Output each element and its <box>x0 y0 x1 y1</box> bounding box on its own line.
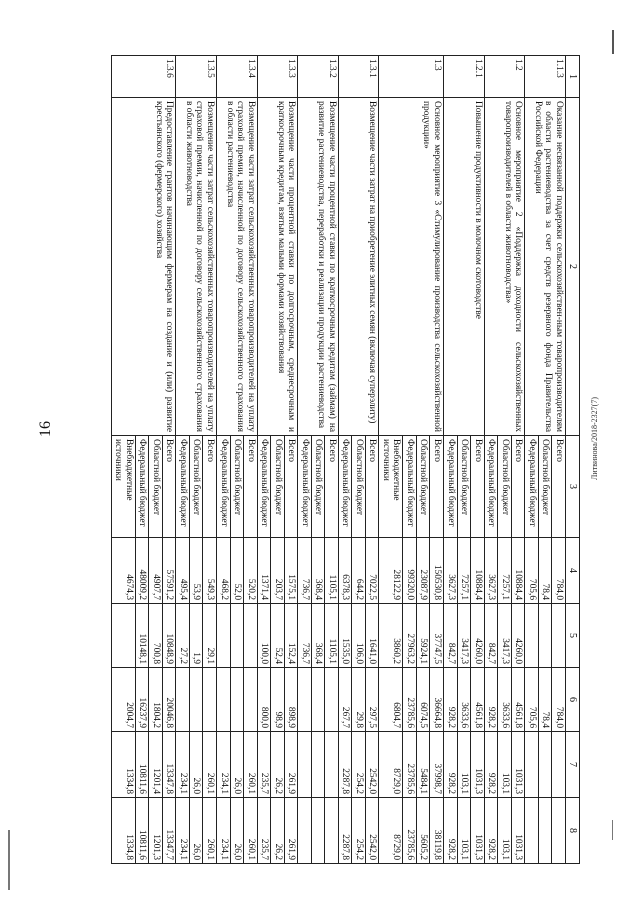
item-description: Возмещение части затрат на приобретение элитных семян (включая суперэлиту) <box>338 98 379 436</box>
item-description: Возмещение части затрат сельскохозяйственных товаропроизводителей на уплату страховой премии, начисленной по договору сельскохозяйственного страхования в области животноводства <box>176 98 217 436</box>
amount-cell: 1575,1 <box>284 538 298 604</box>
table-row <box>552 56 566 864</box>
amount-cell: 10848,9 <box>162 604 176 668</box>
amount-cell: 736,7 <box>298 604 312 668</box>
amount-cell: 8729,0 <box>379 798 403 864</box>
amount-cell: 23785,6 <box>403 732 417 798</box>
funding-source: Всего <box>511 436 525 538</box>
item-number: 1.3.2 <box>298 56 339 98</box>
table-row <box>471 56 485 864</box>
amount-cell: 705,6 <box>525 668 539 732</box>
amount-cell: 26,0 <box>230 732 244 798</box>
amount-cell: 23087,9 <box>416 538 430 604</box>
amount-cell: 3627,3 <box>444 538 458 604</box>
item-description: Основное мероприятие 2 «Поддержка доходности сельскохозяйственных товаропроизводителей в области животноводства» <box>484 98 525 436</box>
amount-cell: 928,2 <box>484 732 498 798</box>
item-description: Возмещение части затрат сельскохозяйственных товаропроизводителей на уплату страховой премии, начисленной по договору сельскохозяйственного страхования в области растениеводства <box>217 98 258 436</box>
funding-source: Всего <box>284 436 298 538</box>
funding-source: Всего <box>203 436 217 538</box>
amount-cell: 26,2 <box>271 732 285 798</box>
amount-cell: 26,0 <box>230 798 244 864</box>
amount-cell: 98,9 <box>271 668 285 732</box>
amount-cell <box>552 604 566 668</box>
funding-source: Областной бюджет <box>311 436 325 538</box>
item-number: 1.3.4 <box>217 56 258 98</box>
column-header: 2 <box>565 98 579 436</box>
funding-source: Областной бюджет <box>189 436 203 538</box>
amount-cell: 2542,0 <box>365 732 379 798</box>
funding-source: Всего <box>430 436 444 538</box>
amount-cell <box>311 668 325 732</box>
amount-cell: 235,7 <box>257 798 271 864</box>
page-number: 16 <box>37 421 54 437</box>
amount-cell: 27,2 <box>176 604 190 668</box>
item-description: Повышение продуктивности в молочном скотоводстве <box>444 98 485 436</box>
table-row <box>284 56 298 864</box>
amount-cell: 27963,2 <box>403 604 417 668</box>
amount-cell: 3417,3 <box>498 604 512 668</box>
amount-cell: 5924,1 <box>416 604 430 668</box>
amount-cell <box>325 732 339 798</box>
amount-cell: 254,2 <box>352 798 366 864</box>
amount-cell <box>203 668 217 732</box>
amount-cell: 2287,8 <box>338 732 352 798</box>
amount-cell: 2287,8 <box>338 798 352 864</box>
amount-cell: 28122,9 <box>379 538 403 604</box>
amount-cell <box>525 798 539 864</box>
amount-cell <box>325 668 339 732</box>
funding-source: Внебюджетные источники <box>379 436 403 538</box>
item-description: Возмещение части процентной ставки по краткосрочным кредитам (займам) на развитие растениеводства, переработки и реализации продукции растениеводства <box>298 98 339 436</box>
item-number: 1.3.5 <box>176 56 217 98</box>
amount-cell: 260,1 <box>244 732 258 798</box>
amount-cell: 234,1 <box>217 732 231 798</box>
funding-source: Всего <box>365 436 379 538</box>
funding-source: Областной бюджет <box>149 436 163 538</box>
amount-cell: 4561,8 <box>471 668 485 732</box>
amount-cell: 842,7 <box>444 604 458 668</box>
amount-cell: 103,1 <box>498 798 512 864</box>
funding-source: Областной бюджет <box>271 436 285 538</box>
amount-cell: 928,2 <box>444 732 458 798</box>
item-number: 1.3.6 <box>111 56 176 98</box>
amount-cell <box>298 798 312 864</box>
amount-cell: 16237,9 <box>135 668 149 732</box>
amount-cell: 6378,3 <box>338 538 352 604</box>
amount-cell: 3633,6 <box>457 668 471 732</box>
amount-cell: 784,0 <box>552 668 566 732</box>
amount-cell: 928,2 <box>444 798 458 864</box>
amount-cell: 53,9 <box>189 538 203 604</box>
amount-cell: 549,3 <box>203 538 217 604</box>
amount-cell: 57591,2 <box>162 538 176 604</box>
amount-cell: 644,2 <box>352 538 366 604</box>
amount-cell: 36664,8 <box>430 668 444 732</box>
funding-source: Федеральный бюджет <box>525 436 539 538</box>
amount-cell: 78,4 <box>538 538 552 604</box>
amount-cell: 261,9 <box>284 798 298 864</box>
item-number: 1.3.3 <box>257 56 298 98</box>
item-description: Оказание несвязанной поддержки сельскохозяйствен-ным товаропроизводителям в области растениеводства за счет средств резервного фонда Правительства Российской Федерации <box>525 98 566 436</box>
amount-cell: 78,4 <box>538 668 552 732</box>
amount-cell: 103,1 <box>457 798 471 864</box>
amount-cell: 13347,8 <box>162 732 176 798</box>
amount-cell: 267,7 <box>338 668 352 732</box>
amount-cell <box>298 732 312 798</box>
amount-cell: 261,9 <box>284 732 298 798</box>
amount-cell: 842,7 <box>484 604 498 668</box>
document-stamp: Литвинова/2018-2327(7) <box>590 397 599 480</box>
amount-cell <box>217 604 231 668</box>
amount-cell: 4260,0 <box>511 604 525 668</box>
amount-cell: 103,1 <box>498 732 512 798</box>
amount-cell <box>325 798 339 864</box>
amount-cell: 235,7 <box>257 732 271 798</box>
amount-cell: 103,1 <box>457 732 471 798</box>
column-header: 4 <box>565 538 579 604</box>
amount-cell: 23785,6 <box>403 798 417 864</box>
table-row <box>325 56 339 864</box>
amount-cell: 1105,1 <box>325 538 339 604</box>
binder-mark <box>8 830 10 890</box>
funding-source: Федеральный бюджет <box>135 436 149 538</box>
column-header: 1 <box>565 56 579 98</box>
amount-cell: 234,1 <box>176 798 190 864</box>
amount-cell: 898,9 <box>284 668 298 732</box>
amount-cell: 1201,4 <box>149 732 163 798</box>
funding-source: Федеральный бюджет <box>176 436 190 538</box>
amount-cell: 10884,4 <box>511 538 525 604</box>
amount-cell: 700,8 <box>149 604 163 668</box>
amount-cell: 2004,7 <box>111 668 135 732</box>
amount-cell <box>311 798 325 864</box>
amount-cell: 99320,0 <box>403 538 417 604</box>
table-row <box>430 56 444 864</box>
amount-cell: 3633,6 <box>498 668 512 732</box>
funding-source: Внебюджетные источники <box>111 436 135 538</box>
amount-cell: 468,2 <box>217 538 231 604</box>
amount-cell: 1804,2 <box>149 668 163 732</box>
amount-cell: 1334,8 <box>111 732 135 798</box>
column-header: 7 <box>565 732 579 798</box>
budget-table-container <box>55 55 580 863</box>
amount-cell: 10884,4 <box>471 538 485 604</box>
amount-cell: 152,4 <box>284 604 298 668</box>
amount-cell: 10811,6 <box>135 798 149 864</box>
amount-cell: 260,1 <box>203 732 217 798</box>
table-header-row <box>565 56 579 864</box>
amount-cell <box>244 604 258 668</box>
item-description: Возмещение части процентной ставки по долгосрочным, среднесрочным и краткосрочным кредитам, взятым малыми формами хозяйствования <box>257 98 298 436</box>
amount-cell: 1031,3 <box>511 732 525 798</box>
table-row <box>203 56 217 864</box>
amount-cell: 736,7 <box>298 538 312 604</box>
amount-cell: 5605,2 <box>416 798 430 864</box>
amount-cell <box>311 732 325 798</box>
funding-source: Федеральный бюджет <box>298 436 312 538</box>
item-number: 1.3 <box>379 56 444 98</box>
amount-cell: 3860,2 <box>379 604 403 668</box>
funding-source: Областной бюджет <box>538 436 552 538</box>
amount-cell: 10811,6 <box>135 732 149 798</box>
amount-cell: 928,2 <box>484 798 498 864</box>
amount-cell: 26,2 <box>271 798 285 864</box>
amount-cell: 368,4 <box>311 538 325 604</box>
amount-cell <box>217 668 231 732</box>
amount-cell: 1371,4 <box>257 538 271 604</box>
amount-cell: 3417,3 <box>457 604 471 668</box>
amount-cell: 1201,3 <box>149 798 163 864</box>
amount-cell: 2542,0 <box>365 798 379 864</box>
amount-cell: 254,2 <box>352 732 366 798</box>
amount-cell: 1105,1 <box>325 604 339 668</box>
amount-cell <box>538 798 552 864</box>
item-number: 1.1.3 <box>525 56 566 98</box>
amount-cell: 800,0 <box>257 668 271 732</box>
amount-cell <box>538 604 552 668</box>
funding-source: Областной бюджет <box>352 436 366 538</box>
amount-cell: 1535,0 <box>338 604 352 668</box>
item-number: 1.2.1 <box>444 56 485 98</box>
funding-source: Областной бюджет <box>230 436 244 538</box>
amount-cell: 150530,8 <box>430 538 444 604</box>
funding-source: Федеральный бюджет <box>257 436 271 538</box>
table-row <box>511 56 525 864</box>
amount-cell: 1641,0 <box>365 604 379 668</box>
amount-cell <box>230 604 244 668</box>
amount-cell: 52,0 <box>230 538 244 604</box>
column-header: 3 <box>565 436 579 538</box>
amount-cell: 928,2 <box>484 668 498 732</box>
amount-cell: 260,1 <box>203 798 217 864</box>
edge-mark <box>612 30 614 54</box>
amount-cell: 7257,1 <box>457 538 471 604</box>
funding-source: Федеральный бюджет <box>403 436 417 538</box>
table-row <box>365 56 379 864</box>
amount-cell: 37998,7 <box>430 732 444 798</box>
amount-cell: 495,4 <box>176 538 190 604</box>
column-header: 6 <box>565 668 579 732</box>
amount-cell: 38119,8 <box>430 798 444 864</box>
item-description: Предоставление грантов начинающим фермерам на создание и (или) развитие крестьянского (фермерского) хозяйства <box>111 98 176 436</box>
edge-mark-bottom <box>612 820 613 840</box>
amount-cell: 705,6 <box>525 538 539 604</box>
amount-cell: 100,0 <box>257 604 271 668</box>
amount-cell: 6074,5 <box>416 668 430 732</box>
amount-cell <box>552 732 566 798</box>
amount-cell: 5484,1 <box>416 732 430 798</box>
amount-cell <box>552 798 566 864</box>
budget-table <box>111 55 580 864</box>
funding-source: Федеральный бюджет <box>444 436 458 538</box>
amount-cell: 4260,0 <box>471 604 485 668</box>
funding-source: Федеральный бюджет <box>338 436 352 538</box>
amount-cell: 520,2 <box>244 538 258 604</box>
amount-cell: 26,0 <box>189 798 203 864</box>
funding-source: Федеральный бюджет <box>217 436 231 538</box>
amount-cell: 4674,3 <box>111 538 135 604</box>
amount-cell: 1031,3 <box>471 798 485 864</box>
amount-cell <box>525 604 539 668</box>
amount-cell: 52,4 <box>271 604 285 668</box>
amount-cell: 23785,6 <box>403 668 417 732</box>
amount-cell: 37747,5 <box>430 604 444 668</box>
amount-cell <box>525 732 539 798</box>
amount-cell <box>176 668 190 732</box>
amount-cell: 20046,8 <box>162 668 176 732</box>
amount-cell: 4907,7 <box>149 538 163 604</box>
amount-cell: 928,2 <box>444 668 458 732</box>
amount-cell: 7257,1 <box>498 538 512 604</box>
amount-cell: 29,8 <box>352 668 366 732</box>
table-row <box>162 56 176 864</box>
item-description: Основное мероприятие 3 «Стимулирование производства сельскохозяйственной продукции» <box>379 98 444 436</box>
amount-cell: 260,1 <box>244 798 258 864</box>
amount-cell: 1334,8 <box>111 798 135 864</box>
amount-cell: 6804,7 <box>379 668 403 732</box>
amount-cell <box>244 668 258 732</box>
amount-cell <box>111 604 135 668</box>
item-number: 1.2 <box>484 56 525 98</box>
amount-cell: 48009,2 <box>135 538 149 604</box>
funding-source: Всего <box>244 436 258 538</box>
amount-cell: 13347,7 <box>162 798 176 864</box>
amount-cell: 297,5 <box>365 668 379 732</box>
funding-source: Областной бюджет <box>416 436 430 538</box>
column-header: 5 <box>565 604 579 668</box>
amount-cell: 26,0 <box>189 732 203 798</box>
amount-cell: 203,7 <box>271 538 285 604</box>
item-number: 1.3.1 <box>338 56 379 98</box>
funding-source: Областной бюджет <box>457 436 471 538</box>
amount-cell <box>189 668 203 732</box>
amount-cell: 784,0 <box>552 538 566 604</box>
amount-cell: 368,4 <box>311 604 325 668</box>
amount-cell: 1,9 <box>189 604 203 668</box>
amount-cell: 4561,8 <box>511 668 525 732</box>
funding-source: Всего <box>552 436 566 538</box>
funding-source: Всего <box>471 436 485 538</box>
amount-cell: 234,1 <box>176 732 190 798</box>
amount-cell: 234,1 <box>217 798 231 864</box>
funding-source: Областной бюджет <box>498 436 512 538</box>
amount-cell: 7022,5 <box>365 538 379 604</box>
amount-cell <box>298 668 312 732</box>
amount-cell <box>538 732 552 798</box>
funding-source: Всего <box>325 436 339 538</box>
amount-cell: 106,0 <box>352 604 366 668</box>
table-row <box>244 56 258 864</box>
funding-source: Всего <box>162 436 176 538</box>
amount-cell: 8729,0 <box>379 732 403 798</box>
amount-cell: 1031,3 <box>511 798 525 864</box>
amount-cell: 3627,3 <box>484 538 498 604</box>
funding-source: Федеральный бюджет <box>484 436 498 538</box>
amount-cell <box>230 668 244 732</box>
amount-cell: 29,1 <box>203 604 217 668</box>
amount-cell: 1031,3 <box>471 732 485 798</box>
amount-cell: 10148,1 <box>135 604 149 668</box>
column-header: 8 <box>565 798 579 864</box>
